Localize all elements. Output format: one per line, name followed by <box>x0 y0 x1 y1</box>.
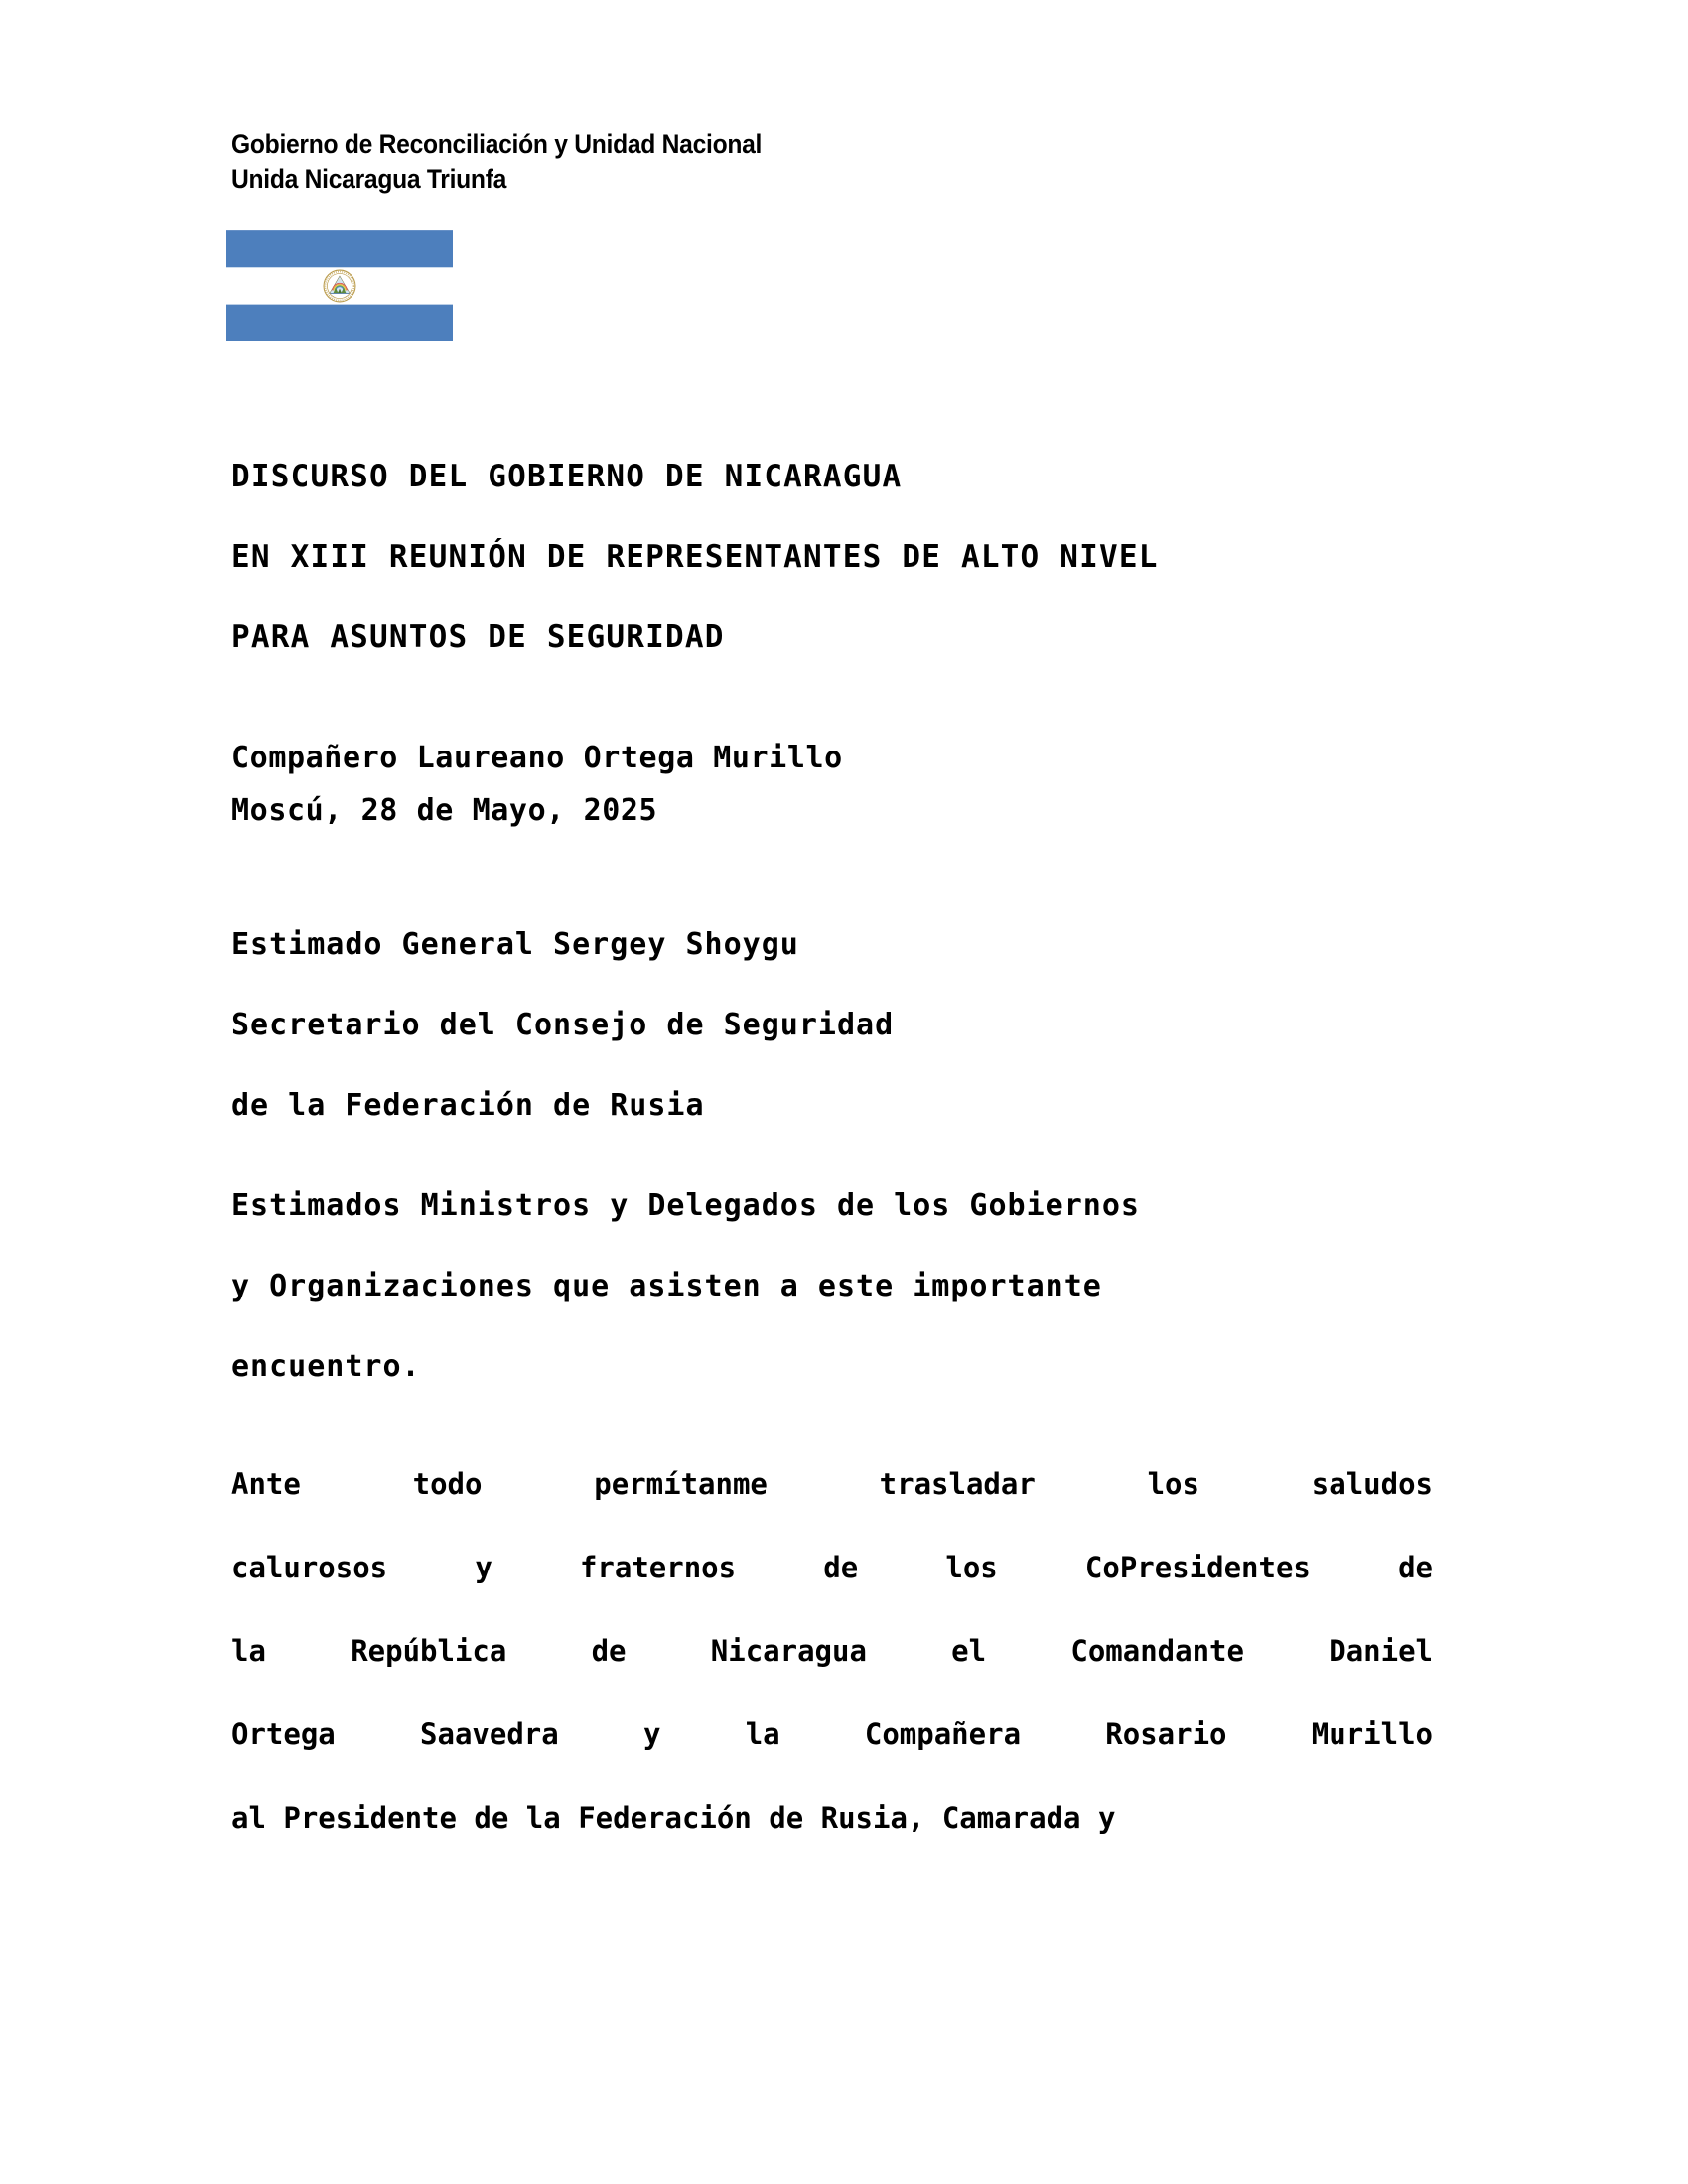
greeting-paragraph <box>231 1165 1433 1407</box>
body-line-4: Ortega Saavedra y la Compañera Rosario Murillo <box>231 1717 1433 1751</box>
addressee-line-2: Secretario del Consejo de Seguridad <box>231 1008 895 1042</box>
body-line-3: la República de Nicaragua el Comandante Daniel <box>231 1634 1433 1668</box>
letterhead-line-1: Gobierno de Reconciliación y Unidad Nacional <box>231 129 763 159</box>
spacer-after-greeting <box>231 1407 1433 1442</box>
addressee-block <box>231 904 1433 1146</box>
nicaragua-flag <box>226 230 453 341</box>
speech-title-line-1: DISCURSO DEL GOBIERNO DE NICARAGUA <box>231 459 903 494</box>
spacer-after-byline <box>231 837 1433 904</box>
spacer-after-title <box>231 678 1433 732</box>
greeting-line-2: y Organizaciones que asisten a este importante <box>231 1269 1102 1303</box>
greeting-line-1: Estimados Ministros y Delegados de los Gobiernos <box>231 1188 1140 1223</box>
body-line-5: al Presidente de la Federación de Rusia, Camarada y <box>231 1801 1116 1835</box>
document-body <box>231 437 1433 1859</box>
letterhead <box>231 127 1324 197</box>
speech-title-line-3: PARA ASUNTOS DE SEGURIDAD <box>231 619 725 655</box>
spacer-after-addressee <box>231 1146 1433 1165</box>
byline-speaker: Compañero Laureano Ortega Murillo <box>231 741 843 775</box>
speech-title <box>231 437 1433 678</box>
letterhead-line-2: Unida Nicaragua Triunfa <box>231 164 507 195</box>
speech-title-line-2: EN XIII REUNIÓN DE REPRESENTANTES DE ALTO NIVEL <box>231 539 1159 575</box>
body-paragraph <box>231 1442 1433 1859</box>
byline-place-date: Moscú, 28 de Mayo, 2025 <box>231 793 658 828</box>
flag-icon <box>226 230 453 341</box>
byline <box>231 732 1433 837</box>
body-line-1: Ante todo permítanme trasladar los saludos <box>231 1467 1433 1501</box>
body-line-2: calurosos y fraternos de los CoPresidentes de <box>231 1551 1433 1584</box>
greeting-line-3: encuentro. <box>231 1349 421 1384</box>
addressee-line-3: de la Federación de Rusia <box>231 1088 705 1123</box>
addressee-line-1: Estimado General Sergey Shoygu <box>231 927 799 962</box>
